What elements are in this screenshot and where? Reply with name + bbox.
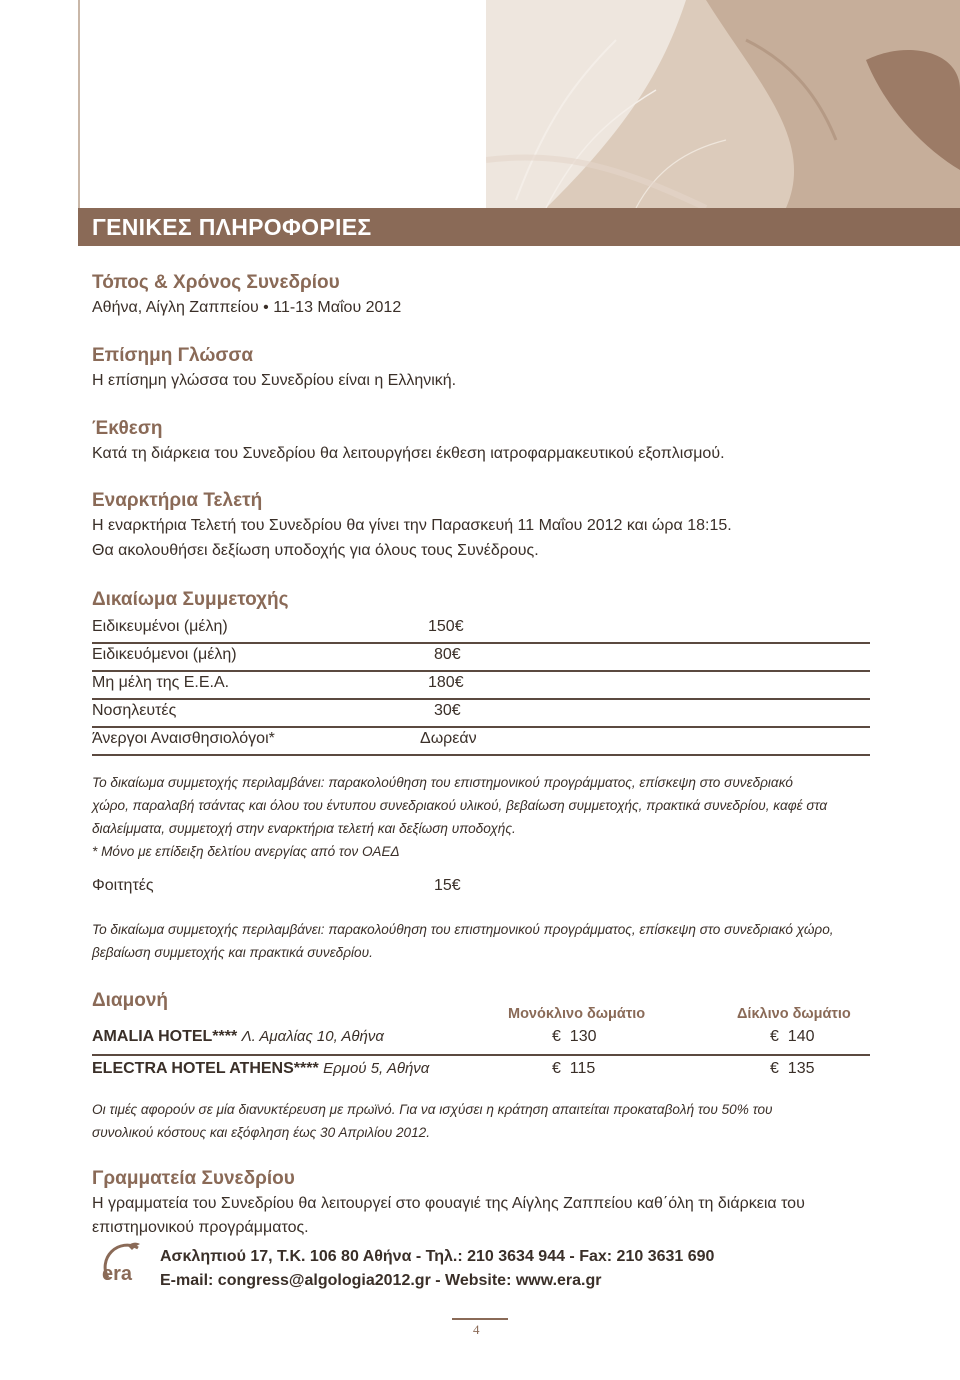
fee-label: Ειδικευμένοι (μέλη) [92,618,228,635]
accommodation-note-line-1: Οι τιμές αφορούν σε μία διανυκτέρευση με πρωϊνό. Για να ισχύσει η κράτηση απαιτείται προκαταβολή του 50% του [92,1102,773,1117]
venue-heading: Τόπος & Χρόνος Συνεδρίου [92,272,340,293]
accommodation-note-line-2: συνολικού κόστους και εξόφληση έως 30 Απριλίου 2012. [92,1125,430,1140]
secretariat-line-2: επιστημονικού προγράμματος. [92,1219,309,1236]
language-heading: Επίσημη Γλώσσα [92,345,254,366]
euro-icon: € [552,1060,561,1077]
era-logo-icon [98,1240,154,1296]
students-note-line-1: Το δικαίωμα συμμετοχής περιλαμβάνει: παρακολούθηση του επιστημονικού προγράμματος, επίσκεψη στο συνεδριακό χώρο, [92,922,834,937]
fee-label: Άνεργοι Αναισθησιολόγοι* [92,730,275,747]
section-banner [78,208,960,246]
secretariat-heading: Γραμματεία Συνεδρίου [92,1168,295,1189]
hotel-row [92,1058,870,1086]
single-price [552,1028,597,1046]
hotel-name [92,1060,429,1078]
single-price-value: 115 [569,1060,596,1077]
header-photo [486,0,960,208]
banner-title: ΓΕΝΙΚΕΣ ΠΛΗΡΟΦΟΡΙΕΣ [92,214,372,240]
hotel-name-text: AMALIA HOTEL**** [92,1028,238,1045]
venue-text: Αθήνα, Αίγλη Ζαππείου • 11-13 Μαΐου 2012 [92,299,402,316]
students-amount: 15€ [434,877,461,894]
double-room-header: Δίκλινο δωμάτιο [737,1006,851,1022]
header-photo-texture [486,0,960,208]
hotel-name [92,1028,384,1046]
fee-amount: Δωρεάν [420,730,477,747]
hotel-row [92,1026,870,1056]
exhibition-text: Κατά τη διάρκεια του Συνεδρίου θα λειτουργήσει έκθεση ιατροφαρμακευτικού εξοπλισμού. [92,445,725,462]
fees-note-line-1: Το δικαίωμα συμμετοχής περιλαμβάνει: παρακολούθηση του επιστημονικού προγράμματος, επίσκεψη στο συνεδριακό [92,775,793,790]
fee-amount: 80€ [434,646,461,663]
era-logo [98,1240,154,1296]
hotel-address: Ερμού 5, Αθήνα [323,1060,430,1077]
opening-line-2: Θα ακολουθήσει δεξίωση υποδοχής για όλους τους Συνέδρους. [92,542,539,559]
fee-label: Νοσηλευτές [92,702,177,719]
fee-row [92,728,870,756]
fees-note-line-3: διαλείμματα, συμμετοχή στην εναρκτήρια τελετή και δεξίωση υποδοχής. [92,821,516,836]
fee-amount: 180€ [428,674,464,691]
contact-email-website: E-mail: congress@algologia2012.gr - Website: www.era.gr [160,1272,602,1289]
language-text: Η επίσημη γλώσσα του Συνεδρίου είναι η Ελληνική. [92,372,457,389]
fee-amount: 150€ [428,618,464,635]
single-room-header: Μονόκλινο δωμάτιο [508,1006,646,1022]
euro-icon: € [770,1028,779,1045]
fee-label: Μη μέλη της Ε.Ε.Α. [92,674,230,691]
contact-address: Ασκληπιού 17, Τ.Κ. 106 80 Αθήνα - Τηλ.: 210 3634 944 - Fax: 210 3631 690 [160,1248,715,1265]
secretariat-line-1: Η γραμματεία του Συνεδρίου θα λειτουργεί στο φουαγιέ της Αίγλης Ζαππείου καθ΄όλη τη διάρκεια του [92,1195,805,1212]
students-label: Φοιτητές [92,877,154,894]
fee-row [92,672,870,700]
single-price [552,1060,595,1078]
page-number-rule [452,1318,508,1320]
fee-row [92,644,870,672]
fee-row [92,700,870,728]
page-number: 4 [473,1322,480,1337]
double-price-value: 135 [787,1060,815,1077]
exhibition-heading: Έκθεση [92,418,163,439]
double-price [770,1028,815,1046]
fees-heading: Δικαίωμα Συμμετοχής [92,589,289,610]
opening-line-1: Η εναρκτήρια Τελετή του Συνεδρίου θα γίνει την Παρασκευή 11 Μαΐου 2012 και ώρα 18:15. [92,517,732,534]
fee-amount: 30€ [434,702,461,719]
fee-row [92,616,870,644]
fee-label: Ειδικευόμενοι (μέλη) [92,646,237,663]
euro-icon: € [770,1060,779,1077]
era-logo-text: era [102,1263,133,1285]
single-price-value: 130 [569,1028,597,1045]
students-note-line-2: βεβαίωση συμμετοχής και πρακτικά συνεδρίου. [92,945,373,960]
double-price-value: 140 [787,1028,815,1045]
double-price [770,1060,815,1078]
top-margin-line [78,0,80,208]
hotel-name-text: ELECTRA HOTEL ATHENS**** [92,1060,319,1077]
fees-note-line-2: χώρο, παραλαβή τσάντας και όλου του έντυπου συνεδριακού υλικού, βεβαίωση συμμετοχής, πρακτικά συνεδρίου, καφέ στα [92,798,828,813]
fees-footnote: * Μόνο με επίδειξη δελτίου ανεργίας από τον ΟΑΕΔ [92,844,400,859]
accommodation-heading: Διαμονή [92,990,169,1011]
opening-heading: Εναρκτήρια Τελετή [92,490,263,511]
euro-icon: € [552,1028,561,1045]
hotel-address: Λ. Αμαλίας 10, Αθήνα [241,1028,384,1045]
